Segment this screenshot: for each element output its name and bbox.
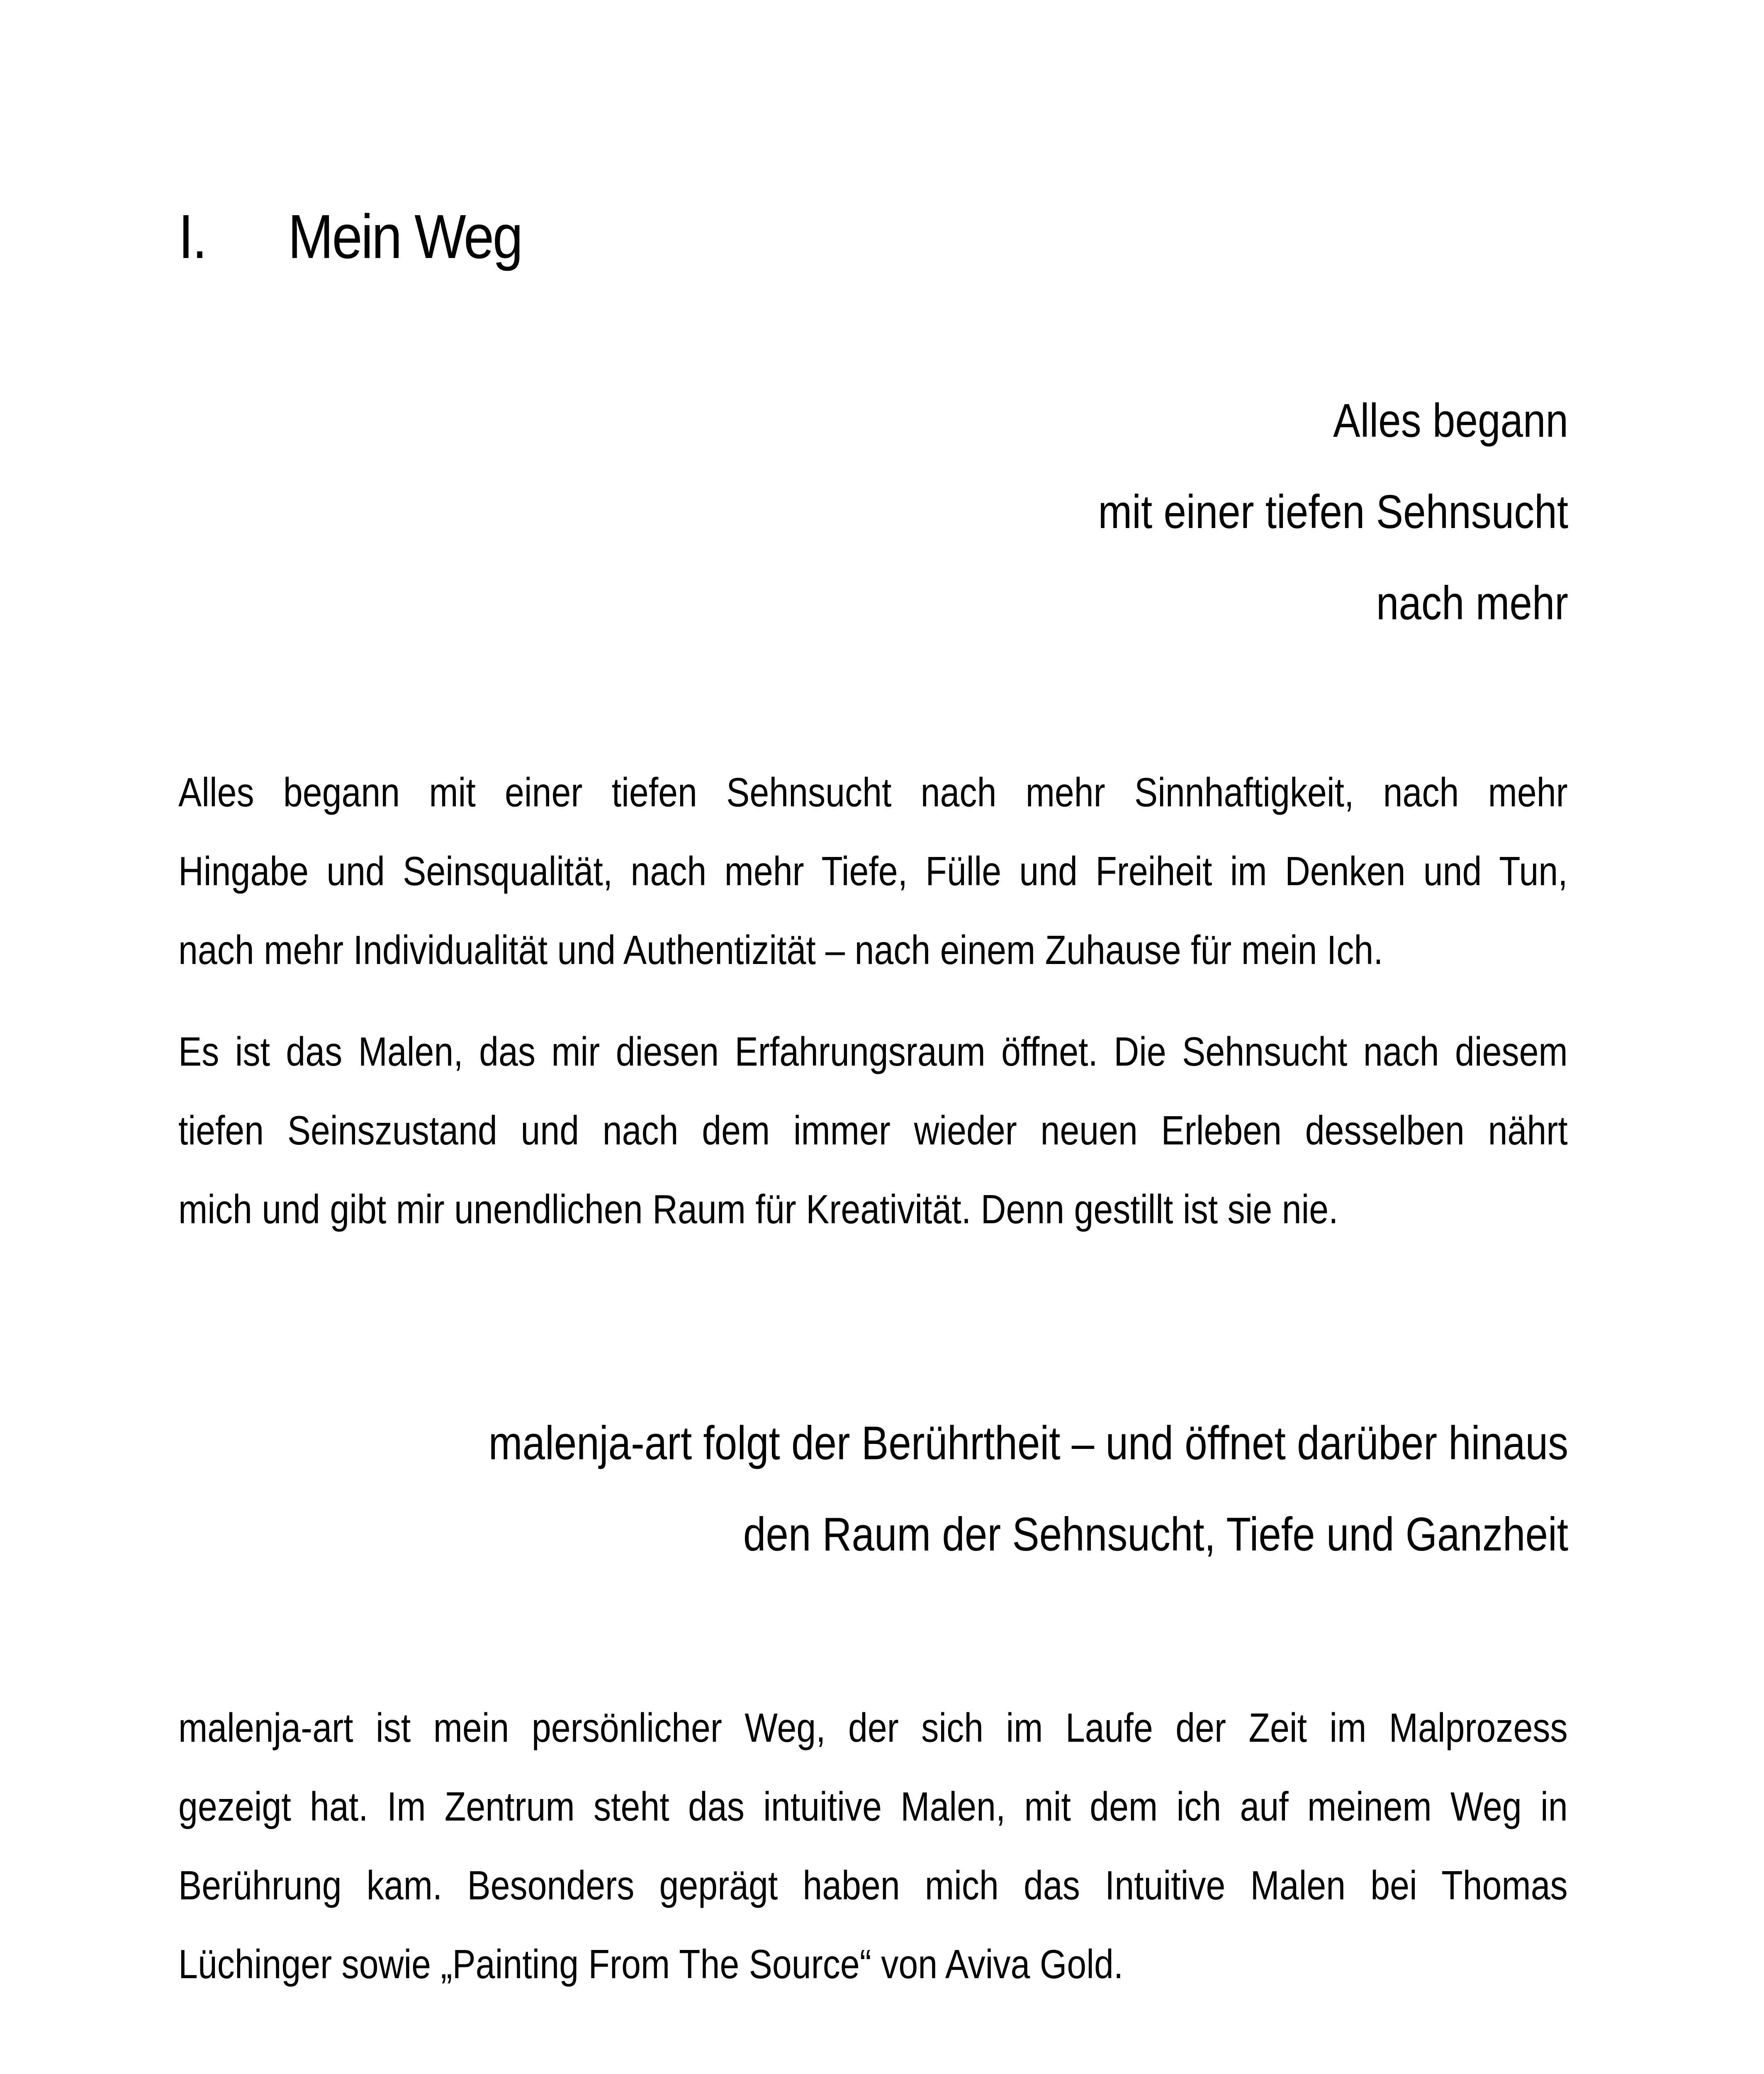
paragraph-line: Es ist das Malen, das mir diesen Erfahrungsraum öffnet. Die Sehnsucht nach diesem [178,1029,1568,1074]
paragraph-line: Alles begann mit einer tiefen Sehnsucht nach mehr Sinnhaftigkeit, nach mehr [178,769,1568,815]
pull-quote [489,1398,1568,1580]
paragraph-line: Lüchinger sowie „Painting From The Source“ von Aviva Gold. [178,1941,1124,1987]
chapter-number: I. [178,202,206,271]
epigraph [1098,375,1568,649]
chapter-title: Mein Weg [288,202,522,271]
paragraph-line: mich und gibt mir unendlichen Raum für Kreativität. Denn gestillt ist sie nie. [178,1186,1338,1232]
paragraph-2 [178,1012,1568,1249]
epigraph-line: Alles begann [1333,394,1568,447]
epigraph-line: nach mehr [1376,577,1568,630]
paragraph-line: nach mehr Individualität und Authentizität – nach einem Zuhause für mein Ich. [178,927,1383,973]
paragraph-line: Berührung kam. Besonders geprägt haben mich das Intuitive Malen bei Thomas [178,1862,1568,1908]
pull-quote-line: den Raum der Sehnsucht, Tiefe und Ganzheit [743,1508,1568,1561]
paragraph-line: gezeigt hat. Im Zentrum steht das intuitive Malen, mit dem ich auf meinem Weg in [178,1784,1568,1829]
paragraph-1 [178,753,1568,989]
paragraph-line: malenja-art ist mein persönlicher Weg, der sich im Laufe der Zeit im Malprozess [178,1705,1568,1750]
paragraph-3 [178,1688,1568,2003]
paragraph-line: tiefen Seinszustand und nach dem immer wieder neuen Erleben desselben nährt [178,1108,1568,1153]
epigraph-line: mit einer tiefen Sehnsucht [1098,486,1568,538]
chapter-heading [178,195,522,278]
paragraph-line: Hingabe und Seinsqualität, nach mehr Tiefe, Fülle und Freiheit im Denken und Tun, [178,848,1568,894]
pull-quote-line: malenja-art folgt der Berührtheit – und öffnet darüber hinaus [488,1417,1568,1470]
